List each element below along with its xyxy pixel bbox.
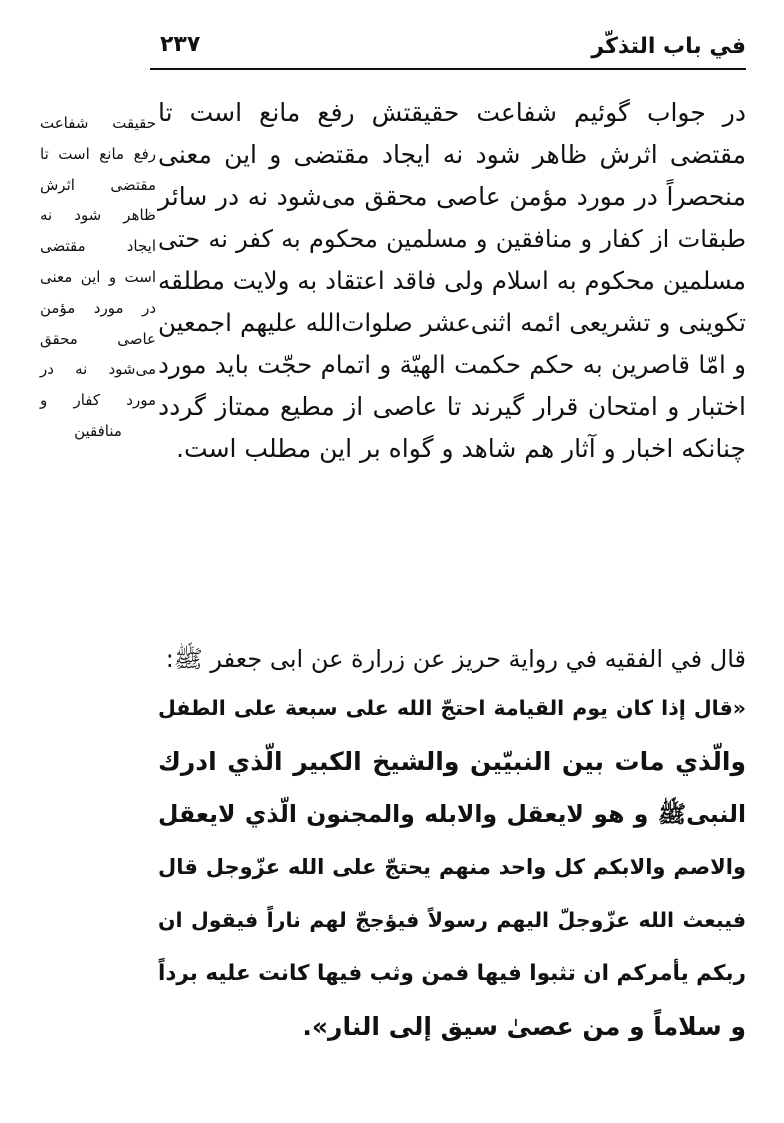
text-line: اختبار و امتحان قرار گیرند تا عاصی از مطیع ممتاز گردد bbox=[158, 392, 746, 421]
text-line: طبقات از کفار و منافقین و مسلمین محکوم به کفر نه حتی bbox=[158, 225, 746, 253]
margin-note-line: ظاهر شود نه bbox=[40, 206, 156, 225]
margin-note-line: منافقین bbox=[74, 421, 122, 440]
margin-note-line: حقیقت شفاعت bbox=[40, 114, 156, 132]
margin-note-line: عاصی محقق bbox=[40, 329, 156, 348]
margin-note-line: است و این معنی bbox=[40, 267, 156, 286]
quote-line: فیبعث الله عزّوجلّ الیهم رسولاً فیؤججّ لهم ناراً فیقول ان bbox=[158, 908, 746, 932]
header-rule bbox=[150, 68, 746, 70]
page-number: ٢٣٧ bbox=[160, 32, 201, 57]
running-title: في باب التذكّر bbox=[591, 34, 746, 59]
margin-note-line: مقتضی اثرش bbox=[40, 175, 156, 194]
quote-line: و سلاماً و من عصیٰ سیق إلی النار». bbox=[302, 1012, 746, 1041]
quote-intro: قال في الفقیه في روایة حریز عن زرارة عن ابی جعفر ﷺ: bbox=[165, 645, 746, 673]
hadith-quote bbox=[158, 636, 746, 1053]
margin-note-line: در مورد مؤمن bbox=[40, 298, 156, 317]
text-line: و امّا قاصرین به حکم حکمت الهیّة و اتمام حجّت باید مورد bbox=[158, 350, 746, 379]
quote-line: والاصم والابکم کل واحد منهم یحتجّ علی الله عزّوجل قال bbox=[158, 855, 746, 879]
text-line: در جواب گوئیم شفاعت حقیقتش رفع مانع است تا bbox=[158, 98, 746, 127]
quote-line: ربکم یأمرکم ان تثبوا فیها فمن وثب فیها کانت علیه برداً bbox=[158, 961, 746, 986]
text-line: تکوینی و تشریعی ائمه اثنی‌عشر صلوات‌الله علیهم اجمعین bbox=[158, 308, 746, 337]
text-line: مقتضی اثرش ظاهر شود نه ایجاد مقتضی و این معنی bbox=[158, 140, 746, 169]
quote-line: «قال إذا کان یوم القیامة احتجّ الله علی سبعة علی الطفل bbox=[158, 696, 746, 720]
main-paragraph bbox=[158, 92, 746, 470]
margin-note-line: می‌شود نه در bbox=[40, 360, 156, 379]
quote-line: النبیﷺ و هو لایعقل والابله والمجنون الّذي لایعقل bbox=[158, 800, 746, 828]
margin-note-line: رفع مانع است تا bbox=[40, 144, 156, 163]
text-line: منحصراً در مورد مؤمن عاصی محقق می‌شود نه در سائر bbox=[158, 182, 746, 211]
quote-line: والّذي مات بین النبیّین والشیخ الکبیر الّذي ادرك bbox=[158, 747, 746, 776]
text-line: چنانکه اخبار و آثار هم شاهد و گواه بر این مطلب است. bbox=[176, 434, 746, 463]
text-line: مسلمین محکوم به اسلام ولی فاقد اعتقاد به ولایت مطلقه bbox=[158, 266, 746, 295]
margin-note bbox=[40, 108, 156, 447]
margin-note-line: ایجاد مقتضی bbox=[40, 237, 156, 256]
margin-note-line: مورد کفار و bbox=[40, 391, 156, 410]
page-header bbox=[150, 26, 746, 68]
